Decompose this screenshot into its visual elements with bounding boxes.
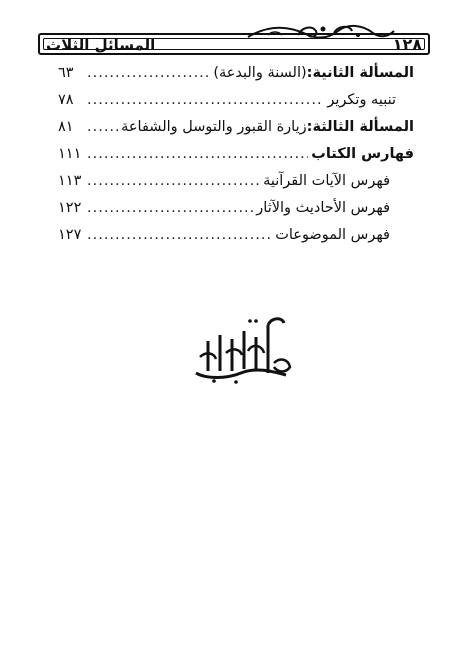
toc-entry [58, 195, 414, 222]
page-number: ١٢٨ [392, 35, 422, 54]
calligraphy-closing-icon [186, 313, 296, 385]
toc-entry-title: تنبيه وتكرير [327, 92, 396, 108]
dot-leader [87, 114, 118, 141]
dot-leader [87, 195, 253, 222]
toc-page-number: ١١٣ [58, 173, 82, 189]
toc-entry-title: زيارة القبور والتوسل والشفاعة [121, 119, 307, 135]
dot-leader [87, 168, 260, 195]
toc-entry-heading: فهارس الكتاب [311, 146, 414, 162]
dot-leader [87, 87, 324, 114]
dot-leader [87, 222, 272, 249]
toc-entry-heading: المسألة الثانية: [306, 65, 414, 81]
header-frame [38, 33, 430, 55]
page-title: المسائل الثلاث [46, 36, 156, 54]
dot-leader [87, 141, 308, 168]
toc-page-number: ١١١ [58, 146, 82, 162]
toc-page-number: ٦٣ [58, 65, 74, 81]
toc-entry [58, 60, 414, 87]
table-of-contents [58, 60, 414, 249]
toc-entry-title: فهرس الأحاديث والآثار [256, 200, 390, 216]
toc-entry-title: (السنة والبدعة) [213, 65, 307, 81]
toc-page-number: ١٢٧ [58, 227, 82, 243]
toc-entry-title: فهرس الموضوعات [275, 227, 390, 243]
dot-leader [87, 60, 210, 87]
page-header [38, 21, 430, 55]
toc-entry [58, 168, 414, 195]
toc-page-number: ٧٨ [58, 92, 74, 108]
toc-entry-heading: المسألة الثالثة: [306, 119, 414, 135]
toc-entry-title: فهرس الآيات القرآنية [263, 173, 390, 189]
toc-entry [58, 114, 414, 141]
toc-page-number: ١٢٢ [58, 200, 82, 216]
toc-entry [58, 87, 414, 114]
toc-page-number: ٨١ [58, 119, 74, 135]
toc-entry [58, 222, 414, 249]
toc-entry [58, 141, 414, 168]
